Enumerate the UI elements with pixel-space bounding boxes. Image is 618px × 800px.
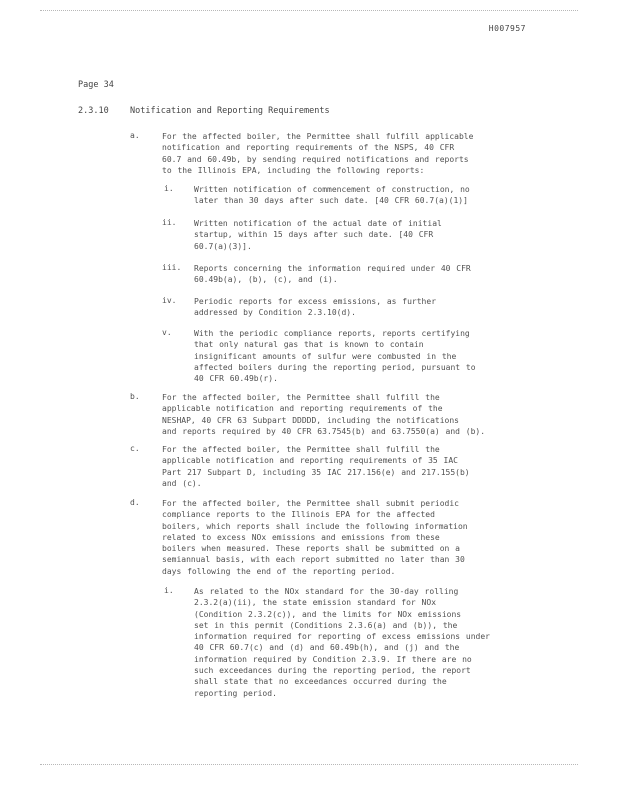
text-line: 40 CFR 60.7(c) and (d) and 60.49b(h), and (j) and the <box>194 643 460 653</box>
item-b-marker: b. <box>130 392 140 401</box>
text-line: For the affected boiler, the Permittee shall fulfill applicable <box>162 132 474 141</box>
text-line: Periodic reports for excess emissions, as further <box>194 297 437 306</box>
item-d-text <box>162 498 468 577</box>
item-b-text <box>162 392 485 437</box>
text-line: insignificant amounts of sulfur were combusted in the <box>194 351 457 361</box>
text-line: applicable notification and reporting requirements of 35 IAC <box>162 456 458 466</box>
item-d-marker: d. <box>130 498 140 507</box>
text-line: boilers when measured. These reports shall be submitted on a <box>162 544 460 554</box>
text-line: For the affected boiler, the Permittee shall fulfill the <box>162 445 440 454</box>
text-line: information required by Condition 2.3.9. If there are no <box>194 654 472 664</box>
text-line: NESHAP, 40 CFR 63 Subpart DDDDD, including the notifications <box>162 415 459 425</box>
section-heading <box>78 106 538 116</box>
section-number: 2.3.10 <box>78 106 109 116</box>
text-line: and reports required by 40 CFR 63.7545(b) and 63.7550(a) and (b). <box>162 426 486 436</box>
item-c-marker: c. <box>130 444 140 453</box>
text-line: shall state that no exceedances occurred during the <box>194 677 447 687</box>
text-line: For the affected boiler, the Permittee shall fulfill the <box>162 393 440 402</box>
text-line: to the Illinois EPA, including the following reports: <box>162 165 425 175</box>
item-d-i-text <box>194 586 490 699</box>
text-line: set in this permit (Conditions 2.3.6(a) and (b)), the <box>194 620 458 630</box>
text-line: Written notification of commencement of construction, no <box>194 185 470 194</box>
text-line: later than 30 days after such date. [40 CFR 60.7(a)(1)] <box>194 196 468 206</box>
text-line: such exceedances during the reporting period, the report <box>194 666 471 676</box>
item-a-iv-marker: iv. <box>162 296 177 305</box>
text-line: applicable notification and reporting requirements of the <box>162 404 443 414</box>
text-line: 60.7 and 60.49b, by sending required notifications and reports <box>162 154 469 164</box>
item-a-marker: a. <box>130 131 140 140</box>
text-line: 60.49b(a), (b), (c), and (i). <box>194 275 338 285</box>
bottom-scan-border <box>40 764 578 765</box>
page-number: Page 34 <box>78 80 114 90</box>
text-line: related to excess NOx emissions and emissions from these <box>162 532 440 542</box>
item-a-text <box>162 131 473 176</box>
text-line: boilers, which reports shall include the following information <box>162 521 468 531</box>
text-line: semiannual basis, with each report submitted no later than 30 <box>162 555 465 565</box>
section-title: Notification and Reporting Requirements <box>130 106 330 116</box>
text-line: 2.3.2(a)(ii), the state emission standard for NOx <box>194 598 437 608</box>
text-line: 60.7(a)(3)]. <box>194 241 252 251</box>
item-a-iv-text <box>194 296 436 319</box>
top-scan-border <box>40 10 578 11</box>
text-line: that only natural gas that is known to contain <box>194 340 424 350</box>
text-line: addressed by Condition 2.3.10(d). <box>194 308 356 318</box>
text-line: With the periodic compliance reports, reports certifying <box>194 329 470 338</box>
item-d-i-marker: i. <box>164 586 174 595</box>
item-a-ii-marker: ii. <box>162 218 177 227</box>
text-line: For the affected boiler, the Permittee shall submit periodic <box>162 499 459 508</box>
item-c-text <box>162 444 470 489</box>
text-line: As related to the NOx standard for the 30-day rolling <box>194 587 459 596</box>
item-a-i-marker: i. <box>164 184 174 193</box>
text-line: 40 CFR 60.49b(r). <box>194 374 278 384</box>
document-id: H007957 <box>488 24 526 33</box>
item-a-i-text <box>194 184 470 207</box>
text-line: affected boilers during the reporting period, pursuant to <box>194 362 476 372</box>
text-line: Written notification of the actual date of initial <box>194 219 442 228</box>
item-a-v-marker: v. <box>162 328 172 337</box>
text-line: startup, within 15 days after such date. [40 CFR <box>194 230 434 240</box>
text-line: compliance reports to the Illinois EPA for the affected <box>162 510 435 520</box>
item-a-iii-text <box>194 263 471 286</box>
text-line: and (c). <box>162 478 202 488</box>
text-line: notification and reporting requirements of the NSPS, 40 CFR <box>162 143 455 153</box>
text-line: information required for reporting of excess emissions under <box>194 632 490 642</box>
text-line: Part 217 Subpart D, including 35 IAC 217.156(e) and 217.155(b) <box>162 467 470 477</box>
item-a-ii-text <box>194 218 442 252</box>
text-line: days following the end of the reporting period. <box>162 566 396 576</box>
text-line: (Condition 2.3.2(c)), and the limits for NOx emissions <box>194 609 462 619</box>
item-a-v-text <box>194 328 476 384</box>
item-a-iii-marker: iii. <box>162 263 182 272</box>
text-line: reporting period. <box>194 688 277 698</box>
text-line: Reports concerning the information required under 40 CFR <box>194 264 471 273</box>
